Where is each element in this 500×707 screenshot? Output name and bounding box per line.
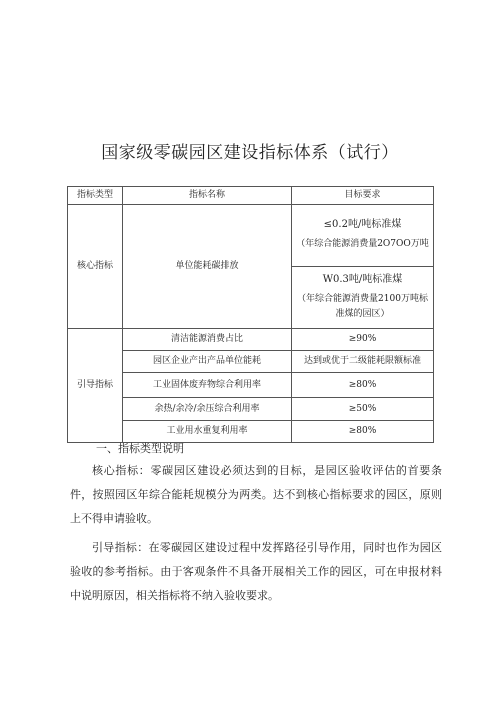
guide-name-cell: 园区企业产出产品单位能耗 — [123, 351, 292, 373]
table-row — [68, 398, 434, 421]
paragraph-guide: 引导指标：在零碳园区建设过程中发挥路径引导作用，同时也作为园区验收的参考指标。由于客观条件不具备开展相关工作的园区，可在申报材料中说明原因，相关指标将不纳入验收要求。 — [70, 541, 442, 602]
core-type-cell: 核心指标 — [68, 205, 123, 329]
core-target-2-main: W0.3吨/吨标准煤 — [322, 274, 403, 286]
core-target-2-sub: （年综合能源消费量2100万吨标准煤的园区） — [297, 294, 428, 319]
guide-name-cell: 工业用水重复利用率 — [123, 421, 292, 443]
guide-name-cell: 余热/余冷/余压综合利用率 — [123, 398, 292, 421]
guide-target-cell: 达到或优于二级能耗限额标准 — [292, 351, 434, 373]
header-type: 指标类型 — [68, 187, 123, 205]
guide-target-cell: ≥90% — [292, 329, 434, 351]
table-row — [68, 351, 434, 373]
guide-name-cell: 工业固体废弃物综合利用率 — [123, 373, 292, 398]
core-target-1 — [292, 205, 434, 267]
core-target-2 — [292, 267, 434, 329]
core-target-1-sub: （年综合能源消费量2O7OO万吨 — [296, 239, 429, 250]
guide-target-cell: ≥80% — [292, 421, 434, 443]
paragraph-core: 核心指标：零碳园区建设必须达到的目标，是园区验收评估的首要条件，按照园区年综合能耗规模分为两类。达不到核心指标要求的园区，原则上不得申请验收。 — [70, 464, 442, 525]
core-name-cell: 单位能耗碳排放 — [123, 205, 292, 329]
header-target: 目标要求 — [292, 187, 434, 205]
table-header-row — [68, 187, 434, 205]
guide-type-cell: 引导指标 — [68, 329, 123, 443]
table-row — [68, 373, 434, 398]
guide-target-cell: ≥80% — [292, 373, 434, 398]
guide-name-cell: 清洁能源消费占比 — [123, 329, 292, 351]
document-title: 国家级零碳园区建设指标体系（试行） — [101, 143, 399, 163]
indicator-table — [67, 186, 434, 443]
section-heading: 一、指标类型说明 — [96, 442, 184, 455]
table-row — [68, 329, 434, 351]
table-row — [68, 205, 434, 267]
core-target-1-main: ≤0.2吨/吨标准煤 — [323, 219, 402, 231]
header-name: 指标名称 — [123, 187, 292, 205]
guide-target-cell: ≥50% — [292, 398, 434, 421]
